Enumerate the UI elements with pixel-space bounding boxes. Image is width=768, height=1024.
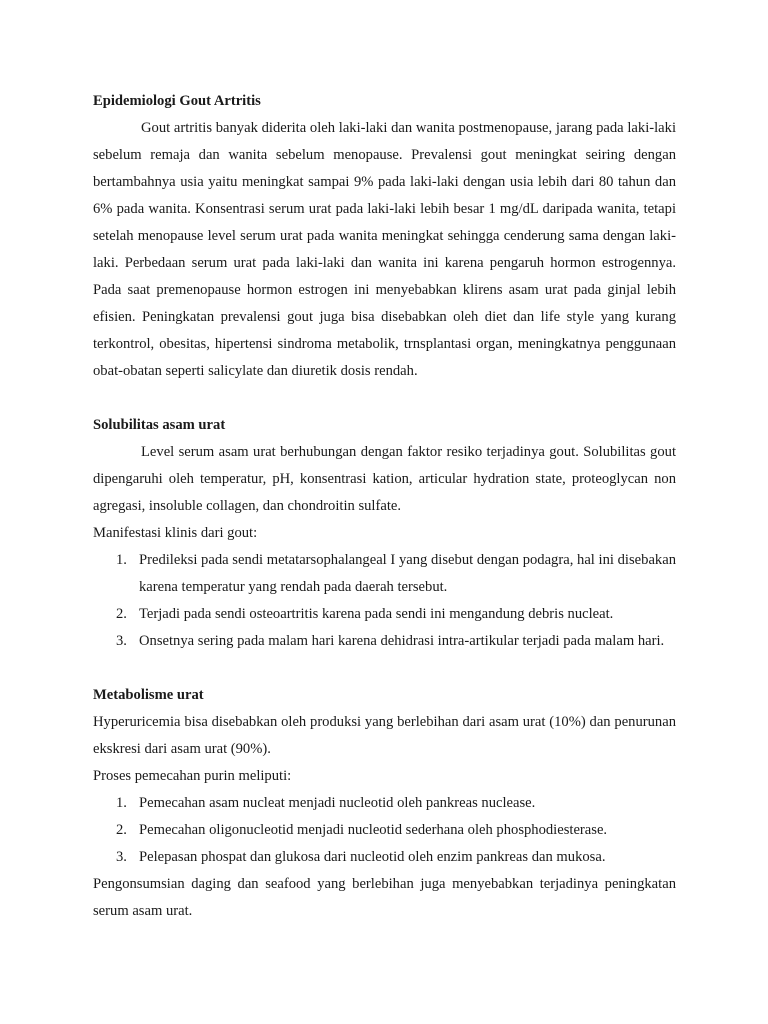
section-heading-solubilitas: Solubilitas asam urat — [93, 417, 226, 433]
spacer — [93, 385, 676, 412]
list-item-number: 1. — [116, 795, 127, 811]
section-heading-metabolisme: Metabolisme urat — [93, 687, 204, 703]
list-item-text: Predileksi pada sendi metatarsophalangeal I yang disebut dengan podagra, hal ini disebakan karena temperatur yang rendah pada daerah tersebut. — [139, 552, 676, 595]
list-item-number: 3. — [116, 849, 127, 865]
list-item — [93, 547, 676, 601]
list-item-text: Pelepasan phospat dan glukosa dari nucleotid oleh enzim pankreas dan mukosa. — [139, 849, 606, 865]
manifestasi-list — [93, 547, 676, 655]
list-item — [93, 817, 676, 844]
document-page — [93, 88, 676, 925]
spacer — [93, 655, 676, 682]
list-item-number: 2. — [116, 822, 127, 838]
list-item-text: Terjadi pada sendi osteoartritis karena pada sendi ini mengandung debris nucleat. — [139, 606, 614, 622]
list-item-number: 2. — [116, 606, 127, 622]
list-item-text: Pemecahan asam nucleat menjadi nucleotid oleh pankreas nuclease. — [139, 795, 536, 811]
list-item-text: Pemecahan oligonucleotid menjadi nucleotid sederhana oleh phosphodiesterase. — [139, 822, 608, 838]
paragraph-epidemiologi: Gout artritis banyak diderita oleh laki-laki dan wanita postmenopause, jarang pada laki-laki sebelum remaja dan wanita sebelum menopause. Prevalensi gout meningkat seiring dengan bertambahnya usia yaitu meningkat sampai 9% pada laki-laki dengan usia lebih dari 80 tahun dan 6% pada wanita. Konsentrasi serum urat pada laki-laki lebih besar 1 mg/dL daripada wanita, tetapi setelah menopause level serum urat pada wanita meningkat sehingga cenderung sama dengan laki-laki. Perbedaan serum urat pada laki-laki dan wanita ini karena pengaruh hormon estrogennya. Pada saat premenopause hormon estrogen ini menyebabkan klirens asam urat pada ginjal lebih efisien. Peningkatan prevalensi gout juga bisa disebabkan oleh diet dan life style yang kurang terkontrol, obesitas, hipertensi sindroma metabolik, trnsplantasi organ, meningkatnya penggunaan obat-obatan seperti salicylate dan diuretik dosis rendah. — [93, 120, 676, 379]
section-heading-epidemiologi: Epidemiologi Gout Artritis — [93, 93, 261, 109]
list-item-number: 1. — [116, 552, 127, 568]
list-item — [93, 844, 676, 871]
list-intro-proses: Proses pemecahan purin meliputi: — [93, 768, 292, 784]
paragraph-closing: Pengonsumsian daging dan seafood yang berlebihan juga menyebabkan terjadinya peningkatan serum asam urat. — [93, 876, 676, 919]
list-item — [93, 601, 676, 628]
list-item-text: Onsetnya sering pada malam hari karena dehidrasi intra-artikular terjadi pada malam hari. — [139, 633, 665, 649]
list-item — [93, 628, 676, 655]
list-item-number: 3. — [116, 633, 127, 649]
proses-list — [93, 790, 676, 871]
paragraph-metabolisme: Hyperuricemia bisa disebabkan oleh produksi yang berlebihan dari asam urat (10%) dan penurunan ekskresi dari asam urat (90%). — [93, 714, 676, 757]
paragraph-solubilitas: Level serum asam urat berhubungan dengan faktor resiko terjadinya gout. Solubilitas gout dipengaruhi oleh temperatur, pH, konsentrasi kation, articular hydration state, proteoglycan non agregasi, insoluble collagen, dan chondroitin sulfate. — [93, 444, 676, 514]
list-item — [93, 790, 676, 817]
list-intro-manifestasi: Manifestasi klinis dari gout: — [93, 525, 258, 541]
